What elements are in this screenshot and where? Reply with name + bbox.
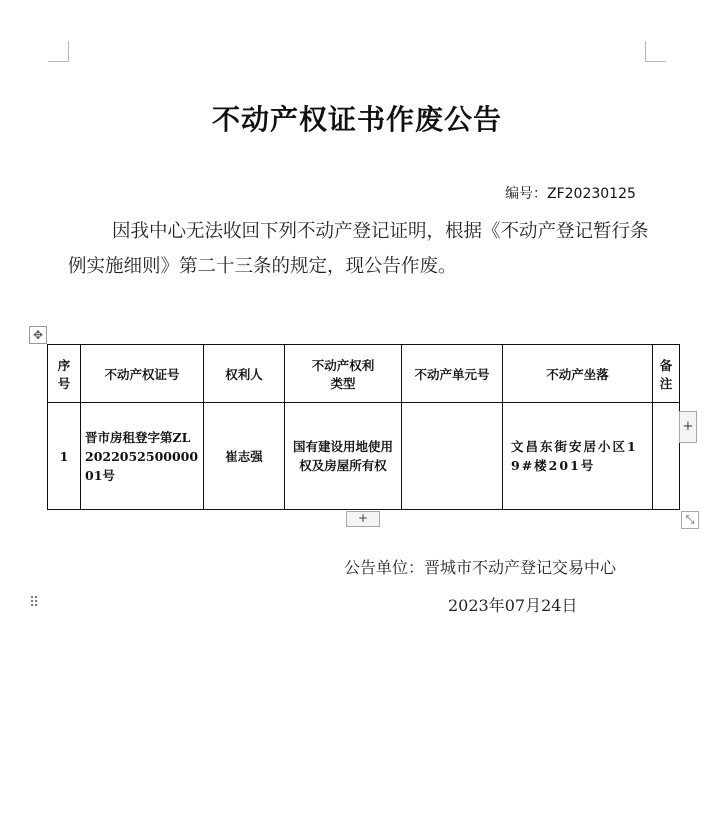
table-row [48,403,680,510]
add-column-button[interactable]: + [679,411,697,443]
issue-date: 2023年07月24日 [448,596,578,615]
cell-owner: 崔志强 [204,403,285,510]
cell-location: 文昌东街安居小区19#楼201号 [503,403,653,510]
issuer: 公告单位：晋城市不动产登记交易中心 [344,558,617,577]
header-right-type: 不动产权利类型 [285,345,402,403]
cell-right-type: 国有建设用地使用权及房屋所有权 [285,403,402,510]
notice-paragraph: 因我中心无法收回下列不动产登记证明，根据《不动产登记暂行条例实施细则》第二十三条的规定，现公告作废。 [68,221,649,277]
table-move-icon[interactable]: ✥ [29,326,47,344]
notice-table-wrapper [47,344,680,510]
cell-index: 1 [48,403,81,510]
cell-cert-no: 晋市房租登字第ZL202205250000001号 [81,403,204,510]
document-title: 不动产权证书作废公告 [211,103,502,136]
cell-unit-no [402,403,503,510]
margin-corner-top-right [645,41,666,62]
header-location: 不动产坐落 [503,345,653,403]
table-resize-icon[interactable]: ⤡ [681,511,699,529]
header-remark: 备注 [653,345,680,403]
header-cert-no: 不动产权证号 [81,345,204,403]
table-header-row [48,345,680,403]
drag-handle-icon[interactable]: ⠿ [29,595,39,611]
header-index: 序号 [48,345,81,403]
margin-corner-top-left [48,41,69,62]
cell-remark [653,403,680,510]
notice-table [47,344,680,510]
add-row-button[interactable]: + [346,511,380,527]
document-number: 编号：ZF20230125 [505,186,636,202]
header-unit-no: 不动产单元号 [402,345,503,403]
header-owner: 权利人 [204,345,285,403]
